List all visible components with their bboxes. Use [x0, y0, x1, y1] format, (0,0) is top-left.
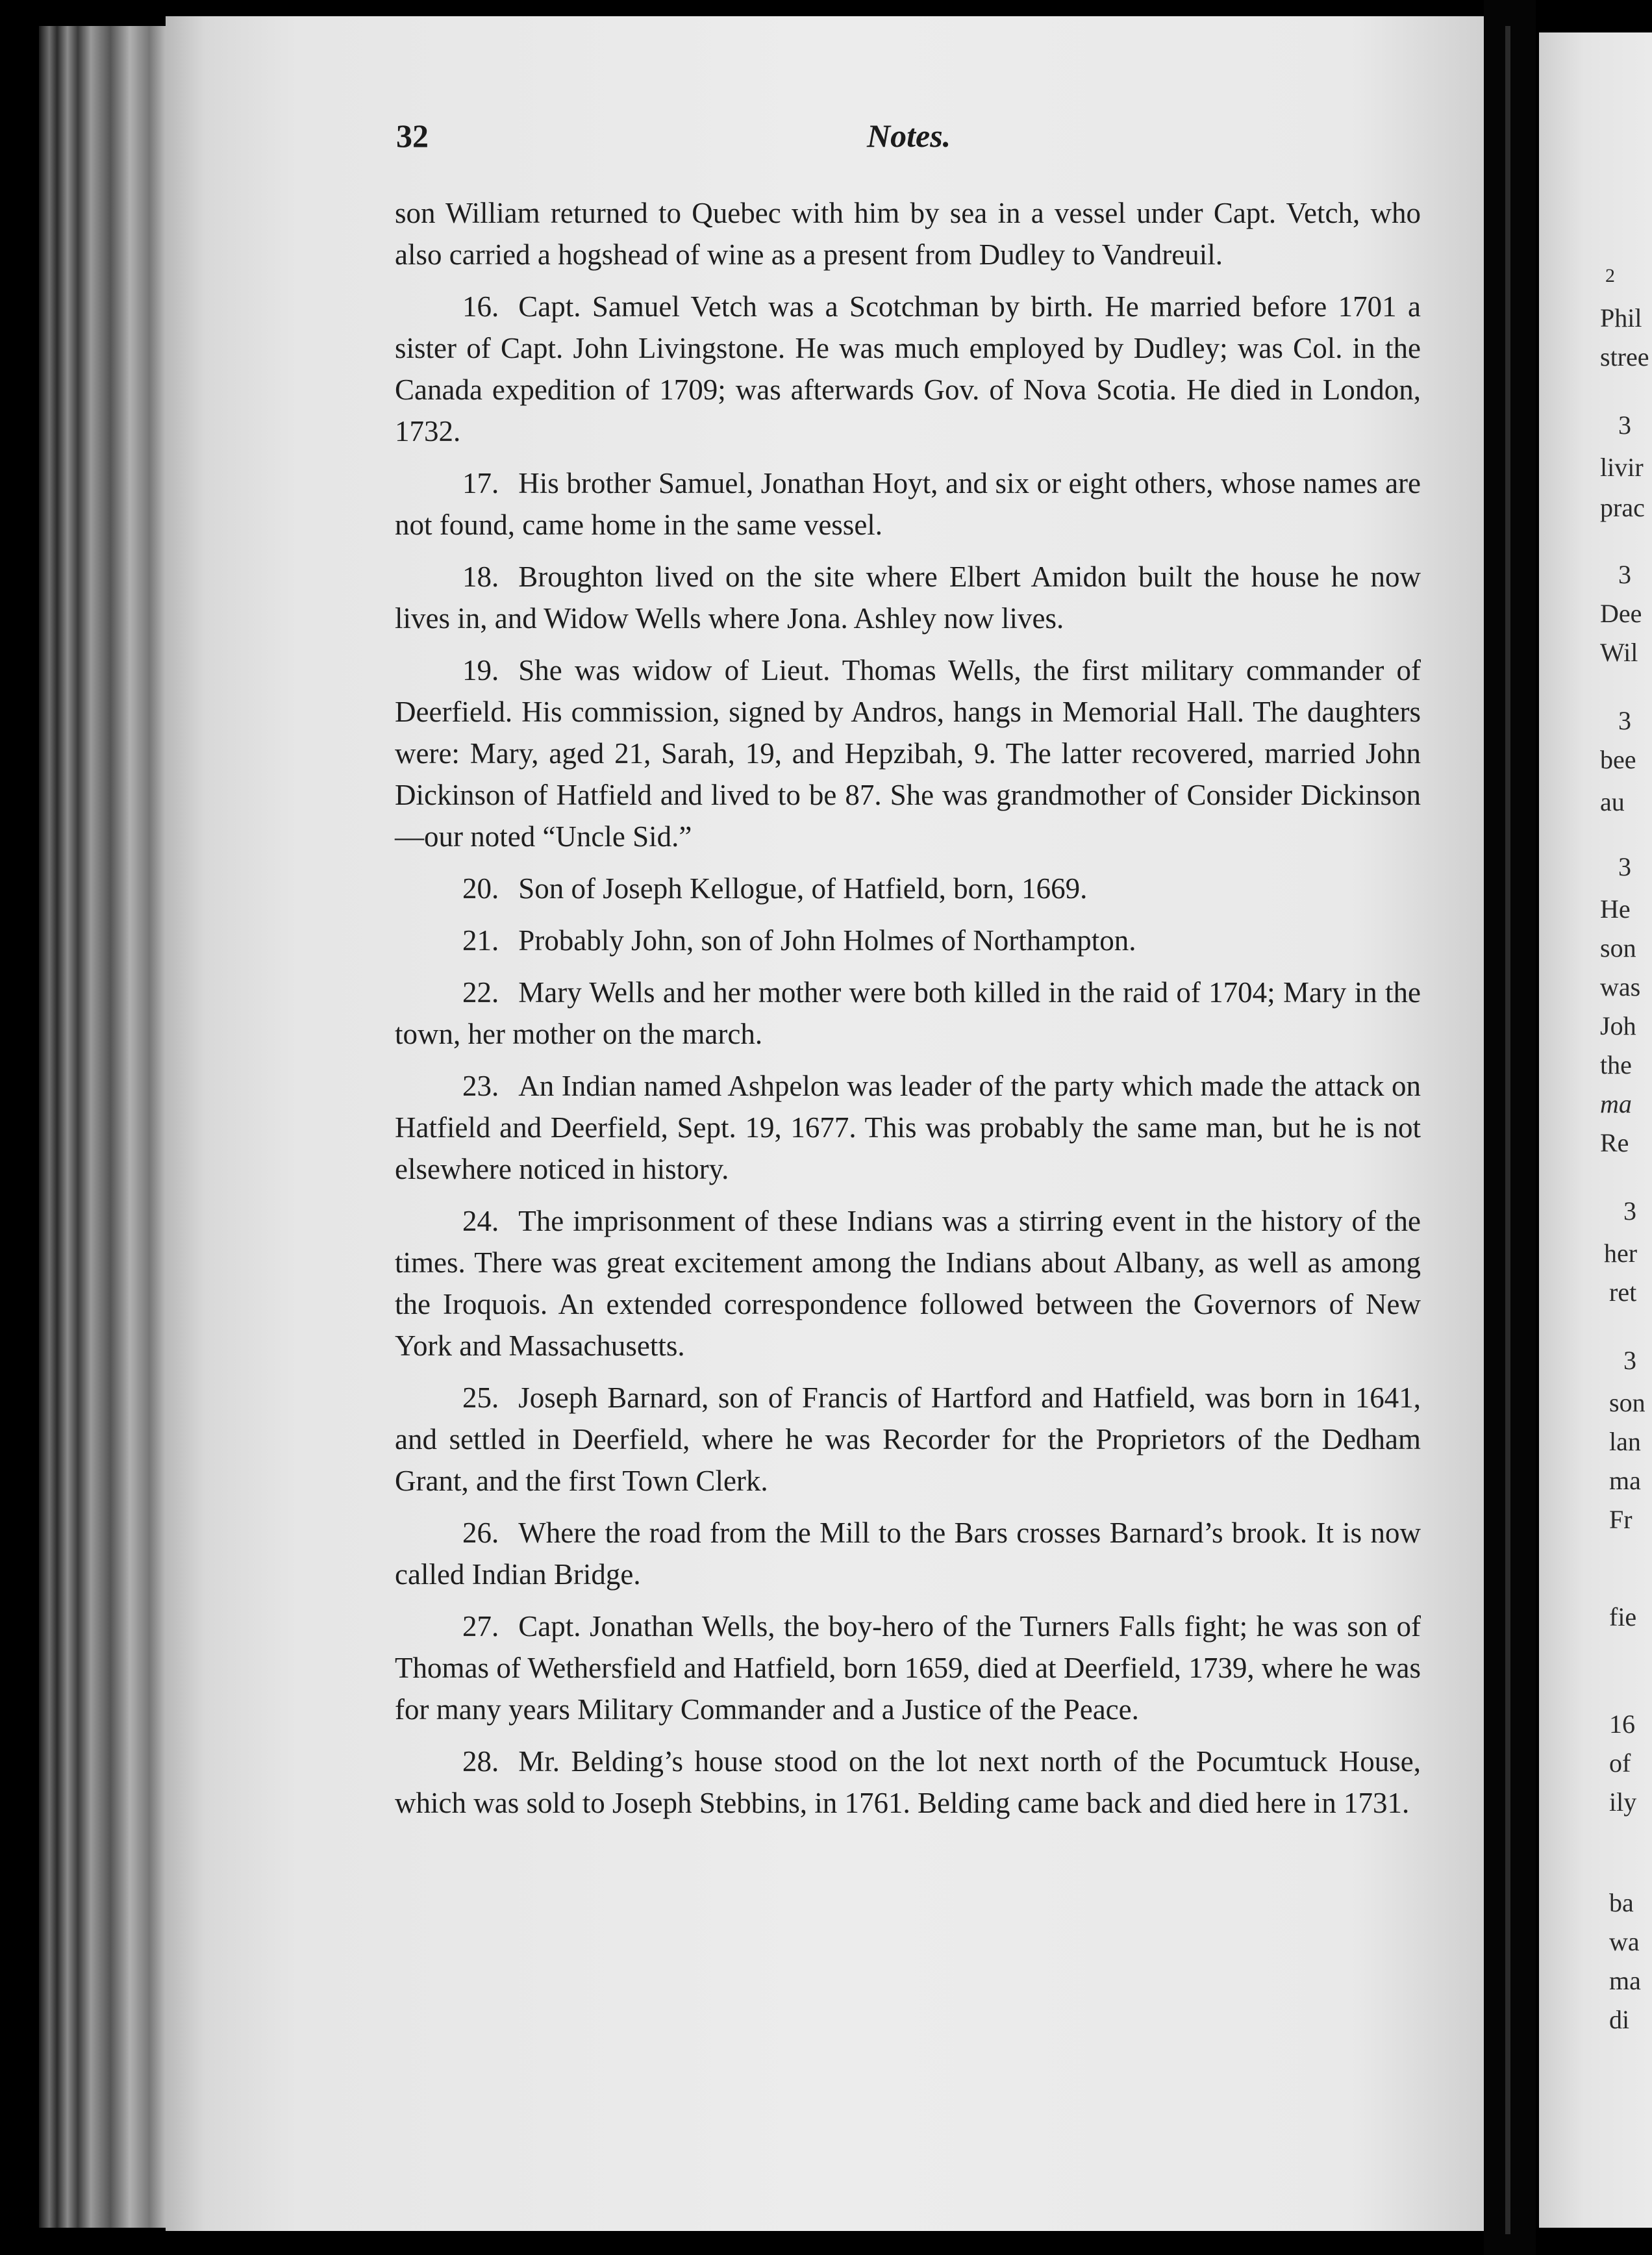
note-16: [395, 286, 1421, 452]
note-18: [395, 556, 1421, 639]
note-number: 27.: [462, 1610, 499, 1643]
facing-page-fragment: He: [1600, 894, 1631, 924]
note-text: His brother Samuel, Jonathan Hoyt, and six or eight others, whose names are not found, came home in the same vessel.: [395, 467, 1421, 541]
note-number: 21.: [462, 924, 499, 957]
note-25: [395, 1377, 1421, 1502]
facing-page-fragment: her: [1604, 1239, 1638, 1268]
facing-page-fragment: was: [1600, 972, 1641, 1002]
facing-page-fragment: Joh: [1600, 1011, 1636, 1040]
facing-page-fragment: 2: [1605, 265, 1615, 286]
running-head: [396, 117, 1435, 162]
note-text: Capt. Jonathan Wells, the boy-hero of the Turners Falls fight; he was son of Thomas of Wethersfield and Hatfield, born 1659, died at Deerfield, 1739, where he was for many years Military Commander and a Justice of the Peace.: [395, 1610, 1421, 1726]
facing-page-fragment: ily: [1609, 1787, 1637, 1817]
note-20: [395, 868, 1421, 909]
facing-page-fragment: the: [1600, 1050, 1632, 1079]
note-text: Joseph Barnard, son of Francis of Hartford and Hatfield, was born in 1641, and settled in Deerfield, where he was Recorder for the Proprietors of the Dedham Grant, and the first Town Clerk.: [395, 1381, 1421, 1497]
facing-page-fragment: ma: [1600, 1089, 1632, 1118]
note-text: son William returned to Quebec with him by sea in a vessel under Capt. Vetch, who also carried a hogshead of wine as a present from Dudley to Vandreuil.: [395, 197, 1421, 271]
note-24: [395, 1200, 1421, 1367]
facing-page-fragment: 3: [1623, 1196, 1636, 1226]
note-number: 26.: [462, 1517, 499, 1549]
note-text: Capt. Samuel Vetch was a Scotchman by birth. He married before 1701 a sister of Capt. John Livingstone. He was much employed by Dudley; was Col. in the Canada expedition of 1709; was afterwards Gov. of Nova Scotia. He died in London, 1732.: [395, 290, 1421, 447]
note-26: [395, 1512, 1421, 1595]
note-17: [395, 462, 1421, 546]
facing-page-fragment: prac: [1600, 493, 1645, 522]
facing-page-fragment: Wil: [1600, 638, 1638, 667]
book-edge: [39, 26, 169, 2228]
facing-page-fragment: Fr: [1609, 1505, 1633, 1534]
note-23: [395, 1065, 1421, 1190]
facing-page-fragment: wa: [1609, 1927, 1640, 1956]
note-text: Probably John, son of John Holmes of Northampton.: [518, 924, 1136, 957]
note-text: Mary Wells and her mother were both killed in the raid of 1704; Mary in the town, her mother on the march.: [395, 976, 1421, 1050]
facing-page-fragment: Dee: [1600, 599, 1642, 628]
facing-page-fragment: son: [1600, 933, 1636, 963]
facing-page-fragment: 3: [1618, 410, 1631, 440]
note-number: 18.: [462, 561, 499, 593]
page-number: 32: [396, 118, 429, 154]
facing-page-fragment: of: [1609, 1748, 1631, 1778]
note-27: [395, 1606, 1421, 1730]
facing-page-fragment: livir: [1600, 453, 1644, 482]
note-number: 20.: [462, 872, 499, 905]
facing-page-fragment: 3: [1618, 852, 1631, 881]
facing-page: [1539, 32, 1652, 2228]
facing-page-fragment: Re: [1600, 1128, 1629, 1157]
facing-page-fragment: 16: [1609, 1709, 1635, 1739]
note-22: [395, 972, 1421, 1055]
facing-page-fragment: son: [1609, 1388, 1646, 1417]
facing-page-fragment: ma: [1609, 1466, 1641, 1495]
note-number: 28.: [462, 1745, 499, 1778]
note-number: 25.: [462, 1381, 499, 1414]
note-number: 24.: [462, 1205, 499, 1237]
facing-page-fragment: ret: [1609, 1278, 1637, 1307]
gutter-spine-line: [1505, 26, 1510, 2234]
page-title: Notes.: [867, 118, 951, 154]
facing-page-fragment: lan: [1609, 1427, 1641, 1456]
note-text: The imprisonment of these Indians was a stirring event in the history of the times. There was great excitement among the Indians about Albany, as well as among the Iroquois. An extended correspondence followed between the Governors of New York and Massachusetts.: [395, 1205, 1421, 1362]
facing-page-fragment: Phil: [1600, 303, 1642, 333]
note-number: 23.: [462, 1070, 499, 1102]
facing-page-fragment: ba: [1609, 1888, 1634, 1917]
note-21: [395, 920, 1421, 961]
note-text: Mr. Belding’s house stood on the lot next north of the Pocumtuck House, which was sold to Joseph Stebbins, in 1761. Belding came back and died here in 1731.: [395, 1745, 1421, 1819]
facing-page-fragment: bee: [1600, 745, 1636, 774]
note-text: Broughton lived on the site where Elbert Amidon built the house he now lives in, and Widow Wells where Jona. Ashley now lives.: [395, 561, 1421, 635]
note-number: 22.: [462, 976, 499, 1009]
facing-page-fragment: fie: [1609, 1602, 1637, 1631]
facing-page-fragment: 3: [1623, 1346, 1636, 1375]
note-19: [395, 649, 1421, 857]
facing-page-fragment: au: [1600, 787, 1625, 816]
note-number: 19.: [462, 654, 499, 687]
facing-page-fragment: 3: [1618, 706, 1631, 735]
facing-page-fragment: di: [1609, 2005, 1630, 2034]
facing-page-fragment: 3: [1618, 560, 1631, 589]
note-text: She was widow of Lieut. Thomas Wells, the first military commander of Deerfield. His commission, signed by Andros, hangs in Memorial Hall. The daughters were: Mary, aged 21, Sarah, 19, and Hepzibah, 9. The latter recovered, married John Dickinson of Hatfield and lived to be 87. She was grandmother of Consider Dickinson —our noted “Uncle Sid.”: [395, 654, 1421, 853]
facing-page-fragment: stree: [1600, 342, 1649, 372]
note-text: Son of Joseph Kellogue, of Hatfield, born, 1669.: [518, 872, 1088, 905]
facing-page-fragment: ma: [1609, 1966, 1641, 1995]
note-28: [395, 1741, 1421, 1824]
note-continuation: [395, 192, 1421, 275]
note-number: 16.: [462, 290, 499, 323]
note-number: 17.: [462, 467, 499, 499]
notes-text: [395, 192, 1421, 1834]
note-text: Where the road from the Mill to the Bars crosses Barnard’s brook. It is now called Indian Bridge.: [395, 1517, 1421, 1591]
note-text: An Indian named Ashpelon was leader of the party which made the attack on Hatfield and Deerfield, Sept. 19, 1677. This was probably the same man, but he is not elsewhere noticed in history.: [395, 1070, 1421, 1185]
